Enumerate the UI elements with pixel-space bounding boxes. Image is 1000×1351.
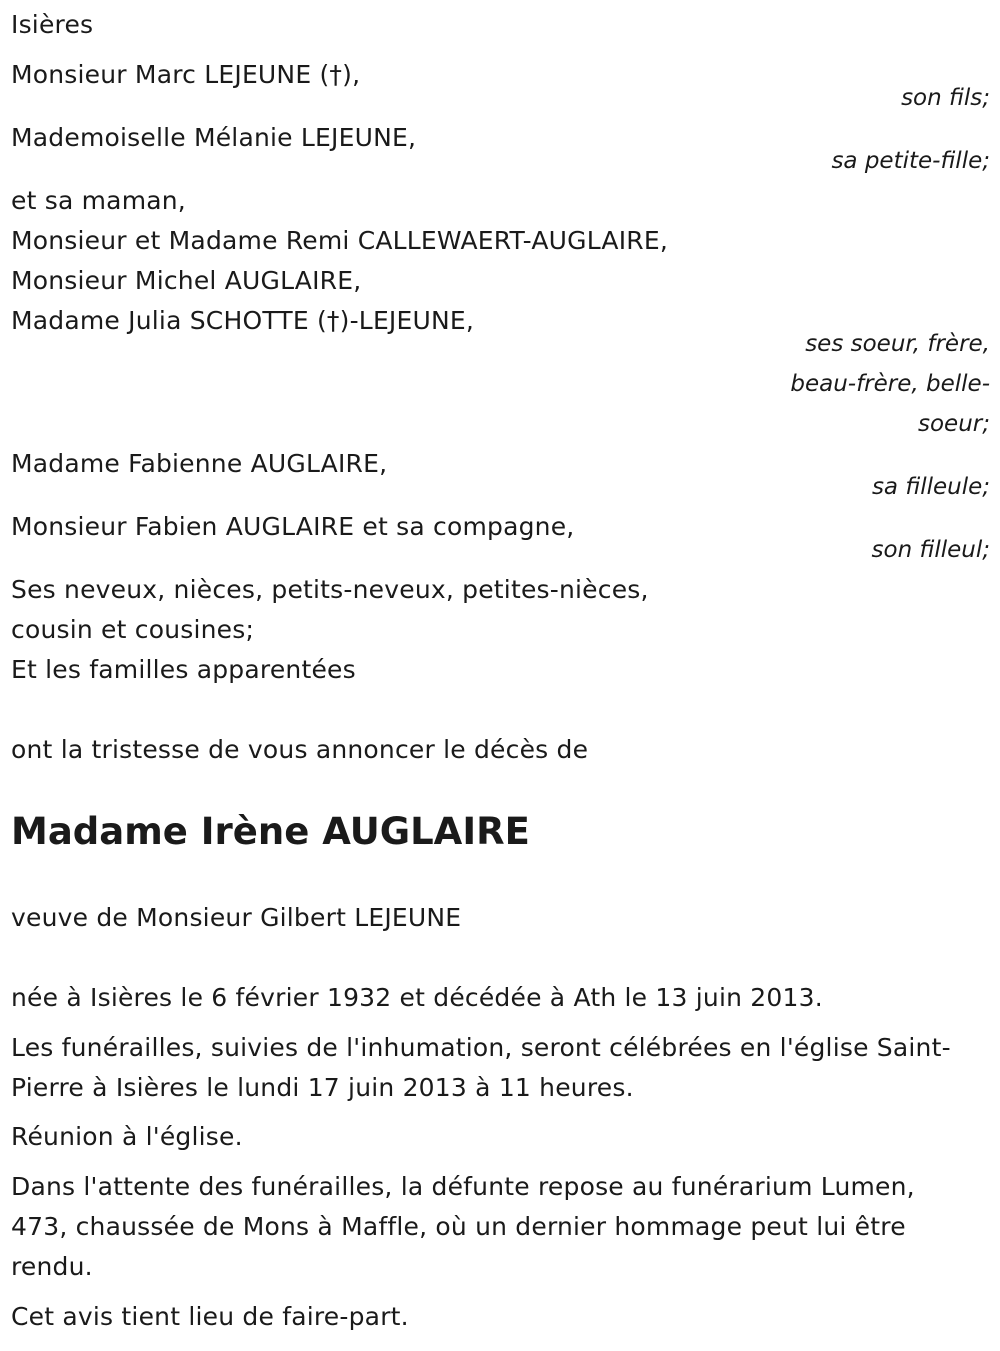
family-member-name: Monsieur Marc LEJEUNE (†), bbox=[11, 60, 361, 89]
funeral-text-line: Les funérailles, suivies de l'inhumation, seront célébrées en l'église Saint- bbox=[11, 1033, 951, 1062]
family-member-name: Monsieur et Madame Remi CALLEWAERT-AUGLAIRE, bbox=[11, 226, 669, 255]
place-name: Isières bbox=[11, 10, 94, 39]
family-member-name: et sa maman, bbox=[11, 186, 186, 215]
family-relation: soeur; bbox=[918, 411, 990, 437]
repose-text-line: Dans l'attente des funérailles, la défunte repose au funérarium Lumen, bbox=[11, 1172, 915, 1201]
repose-text-line: rendu. bbox=[11, 1252, 93, 1281]
family-relation: ses soeur, frère, bbox=[805, 331, 990, 357]
family-relation: sa petite-fille; bbox=[831, 148, 990, 174]
family-member-name: Madame Julia SCHOTTE (†)-LEJEUNE, bbox=[11, 306, 475, 335]
meeting-text: Réunion à l'église. bbox=[11, 1122, 243, 1151]
family-relation: son fils; bbox=[901, 85, 990, 111]
family-member-name: Mademoiselle Mélanie LEJEUNE, bbox=[11, 123, 417, 152]
other-relatives-line: Ses neveux, nièces, petits-neveux, petites-nièces, bbox=[11, 575, 649, 604]
family-relation: sa filleule; bbox=[871, 474, 990, 500]
other-relatives-line: cousin et cousines; bbox=[11, 615, 255, 644]
family-relation: beau-frère, belle- bbox=[790, 371, 990, 397]
closing-text: Cet avis tient lieu de faire-part. bbox=[11, 1302, 409, 1331]
repose-text-line: 473, chaussée de Mons à Maffle, où un dernier hommage peut lui être bbox=[11, 1212, 906, 1241]
family-member-name: Monsieur Michel AUGLAIRE, bbox=[11, 266, 362, 295]
family-member-name: Monsieur Fabien AUGLAIRE et sa compagne, bbox=[11, 512, 575, 541]
funeral-text-line: Pierre à Isières le lundi 17 juin 2013 à 11 heures. bbox=[11, 1073, 634, 1102]
birth-death-text: née à Isières le 6 février 1932 et décédée à Ath le 13 juin 2013. bbox=[11, 983, 823, 1012]
other-relatives-line: Et les familles apparentées bbox=[11, 655, 356, 684]
family-member-name: Madame Fabienne AUGLAIRE, bbox=[11, 449, 388, 478]
deceased-name: Madame Irène AUGLAIRE bbox=[11, 810, 530, 853]
family-relation: son filleul; bbox=[871, 537, 990, 563]
announcement-text: ont la tristesse de vous annoncer le décès de bbox=[11, 735, 589, 764]
widow-of-text: veuve de Monsieur Gilbert LEJEUNE bbox=[11, 903, 462, 932]
